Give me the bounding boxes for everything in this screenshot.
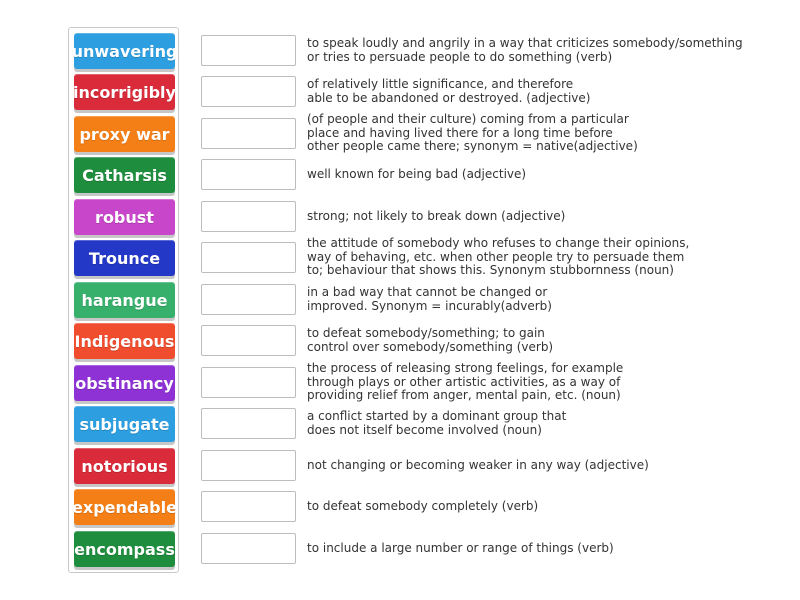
definition-line: well known for being bad (adjective) xyxy=(307,166,527,181)
word-tile-notorious[interactable]: notorious xyxy=(74,448,175,484)
word-bank xyxy=(68,27,179,573)
word-tile-catharsis[interactable]: Catharsis xyxy=(74,157,175,193)
definition-text xyxy=(307,154,777,195)
word-tile-obstinancy[interactable]: obstinancy xyxy=(74,365,175,401)
definition-line: place and having lived there for a long time before xyxy=(307,125,613,140)
drop-box[interactable] xyxy=(201,450,296,481)
word-tile-harangue[interactable]: harangue xyxy=(74,282,175,318)
drop-box[interactable] xyxy=(201,76,296,107)
definition-line: in a bad way that cannot be changed or xyxy=(307,285,548,299)
definition-text xyxy=(307,486,777,527)
definition-text xyxy=(307,196,777,237)
word-tile-trounce[interactable]: Trounce xyxy=(74,240,175,276)
definition-line: the attitude of somebody who refuses to change their opinions, xyxy=(307,236,690,251)
word-tile-indigenous[interactable]: Indigenous xyxy=(74,323,175,359)
definition-text xyxy=(307,30,777,71)
definition-line: to defeat somebody/something; to gain xyxy=(307,326,545,340)
definition-line: does not itself become involved (noun) xyxy=(307,422,542,437)
word-tile-proxy-war[interactable]: proxy war xyxy=(74,116,175,152)
drop-box[interactable] xyxy=(201,201,296,232)
definition-text xyxy=(307,71,777,112)
definition-text xyxy=(307,362,777,403)
definition-line: or tries to persuade people to do something (verb) xyxy=(307,49,613,64)
definition-line: to; behaviour that shows this. Synonym stubbornness (noun) xyxy=(307,263,674,278)
definition-text xyxy=(307,237,777,278)
definition-line: (of people and their culture) coming from a particular xyxy=(307,112,629,127)
drop-box[interactable] xyxy=(201,242,296,273)
definition-line: other people came there; synonym = native(adjective) xyxy=(307,139,638,154)
drop-box[interactable] xyxy=(201,408,296,439)
definition-line: strong; not likely to break down (adjective) xyxy=(307,208,566,223)
definition-line: able to be abandoned or destroyed. (adjective) xyxy=(307,90,591,105)
definition-text xyxy=(307,445,777,486)
definition-text xyxy=(307,113,777,154)
definition-line: not changing or becoming weaker in any way (adjective) xyxy=(307,457,649,472)
definition-line: through plays or other artistic activities, as a way of xyxy=(307,374,621,389)
word-tile-robust[interactable]: robust xyxy=(74,199,175,235)
definition-line: the process of releasing strong feelings, for example xyxy=(307,361,624,376)
definition-text xyxy=(307,528,777,569)
drop-box[interactable] xyxy=(201,325,296,356)
definition-line: way of behaving, etc. when other people try to persuade them xyxy=(307,249,685,264)
drop-box[interactable] xyxy=(201,159,296,190)
definition-line: a conflict started by a dominant group that xyxy=(307,409,567,423)
definition-line: improved. Synonym = incurably(adverb) xyxy=(307,298,552,313)
drop-box[interactable] xyxy=(201,533,296,564)
word-tile-expendable[interactable]: expendable xyxy=(74,489,175,525)
definition-text xyxy=(307,320,777,361)
word-tile-subjugate[interactable]: subjugate xyxy=(74,406,175,442)
drop-box[interactable] xyxy=(201,35,296,66)
definition-text xyxy=(307,279,777,320)
definition-line: to defeat somebody completely (verb) xyxy=(307,498,539,513)
word-tile-incorrigibly[interactable]: incorrigibly xyxy=(74,74,175,110)
definition-line: of relatively little significance, and therefore xyxy=(307,77,574,91)
definition-text xyxy=(307,403,777,444)
word-tile-unwavering[interactable]: unwavering xyxy=(74,33,175,69)
definition-line: providing relief from anger, mental pain, etc. (noun) xyxy=(307,388,621,403)
definition-line: to include a large number or range of things (verb) xyxy=(307,540,614,555)
word-tile-encompass[interactable]: encompass xyxy=(74,531,175,567)
drop-box[interactable] xyxy=(201,491,296,522)
definition-line: control over somebody/something (verb) xyxy=(307,339,554,354)
definition-line: to speak loudly and angrily in a way that criticizes somebody/something xyxy=(307,36,743,50)
drop-box[interactable] xyxy=(201,367,296,398)
drop-box[interactable] xyxy=(201,284,296,315)
drop-box[interactable] xyxy=(201,118,296,149)
